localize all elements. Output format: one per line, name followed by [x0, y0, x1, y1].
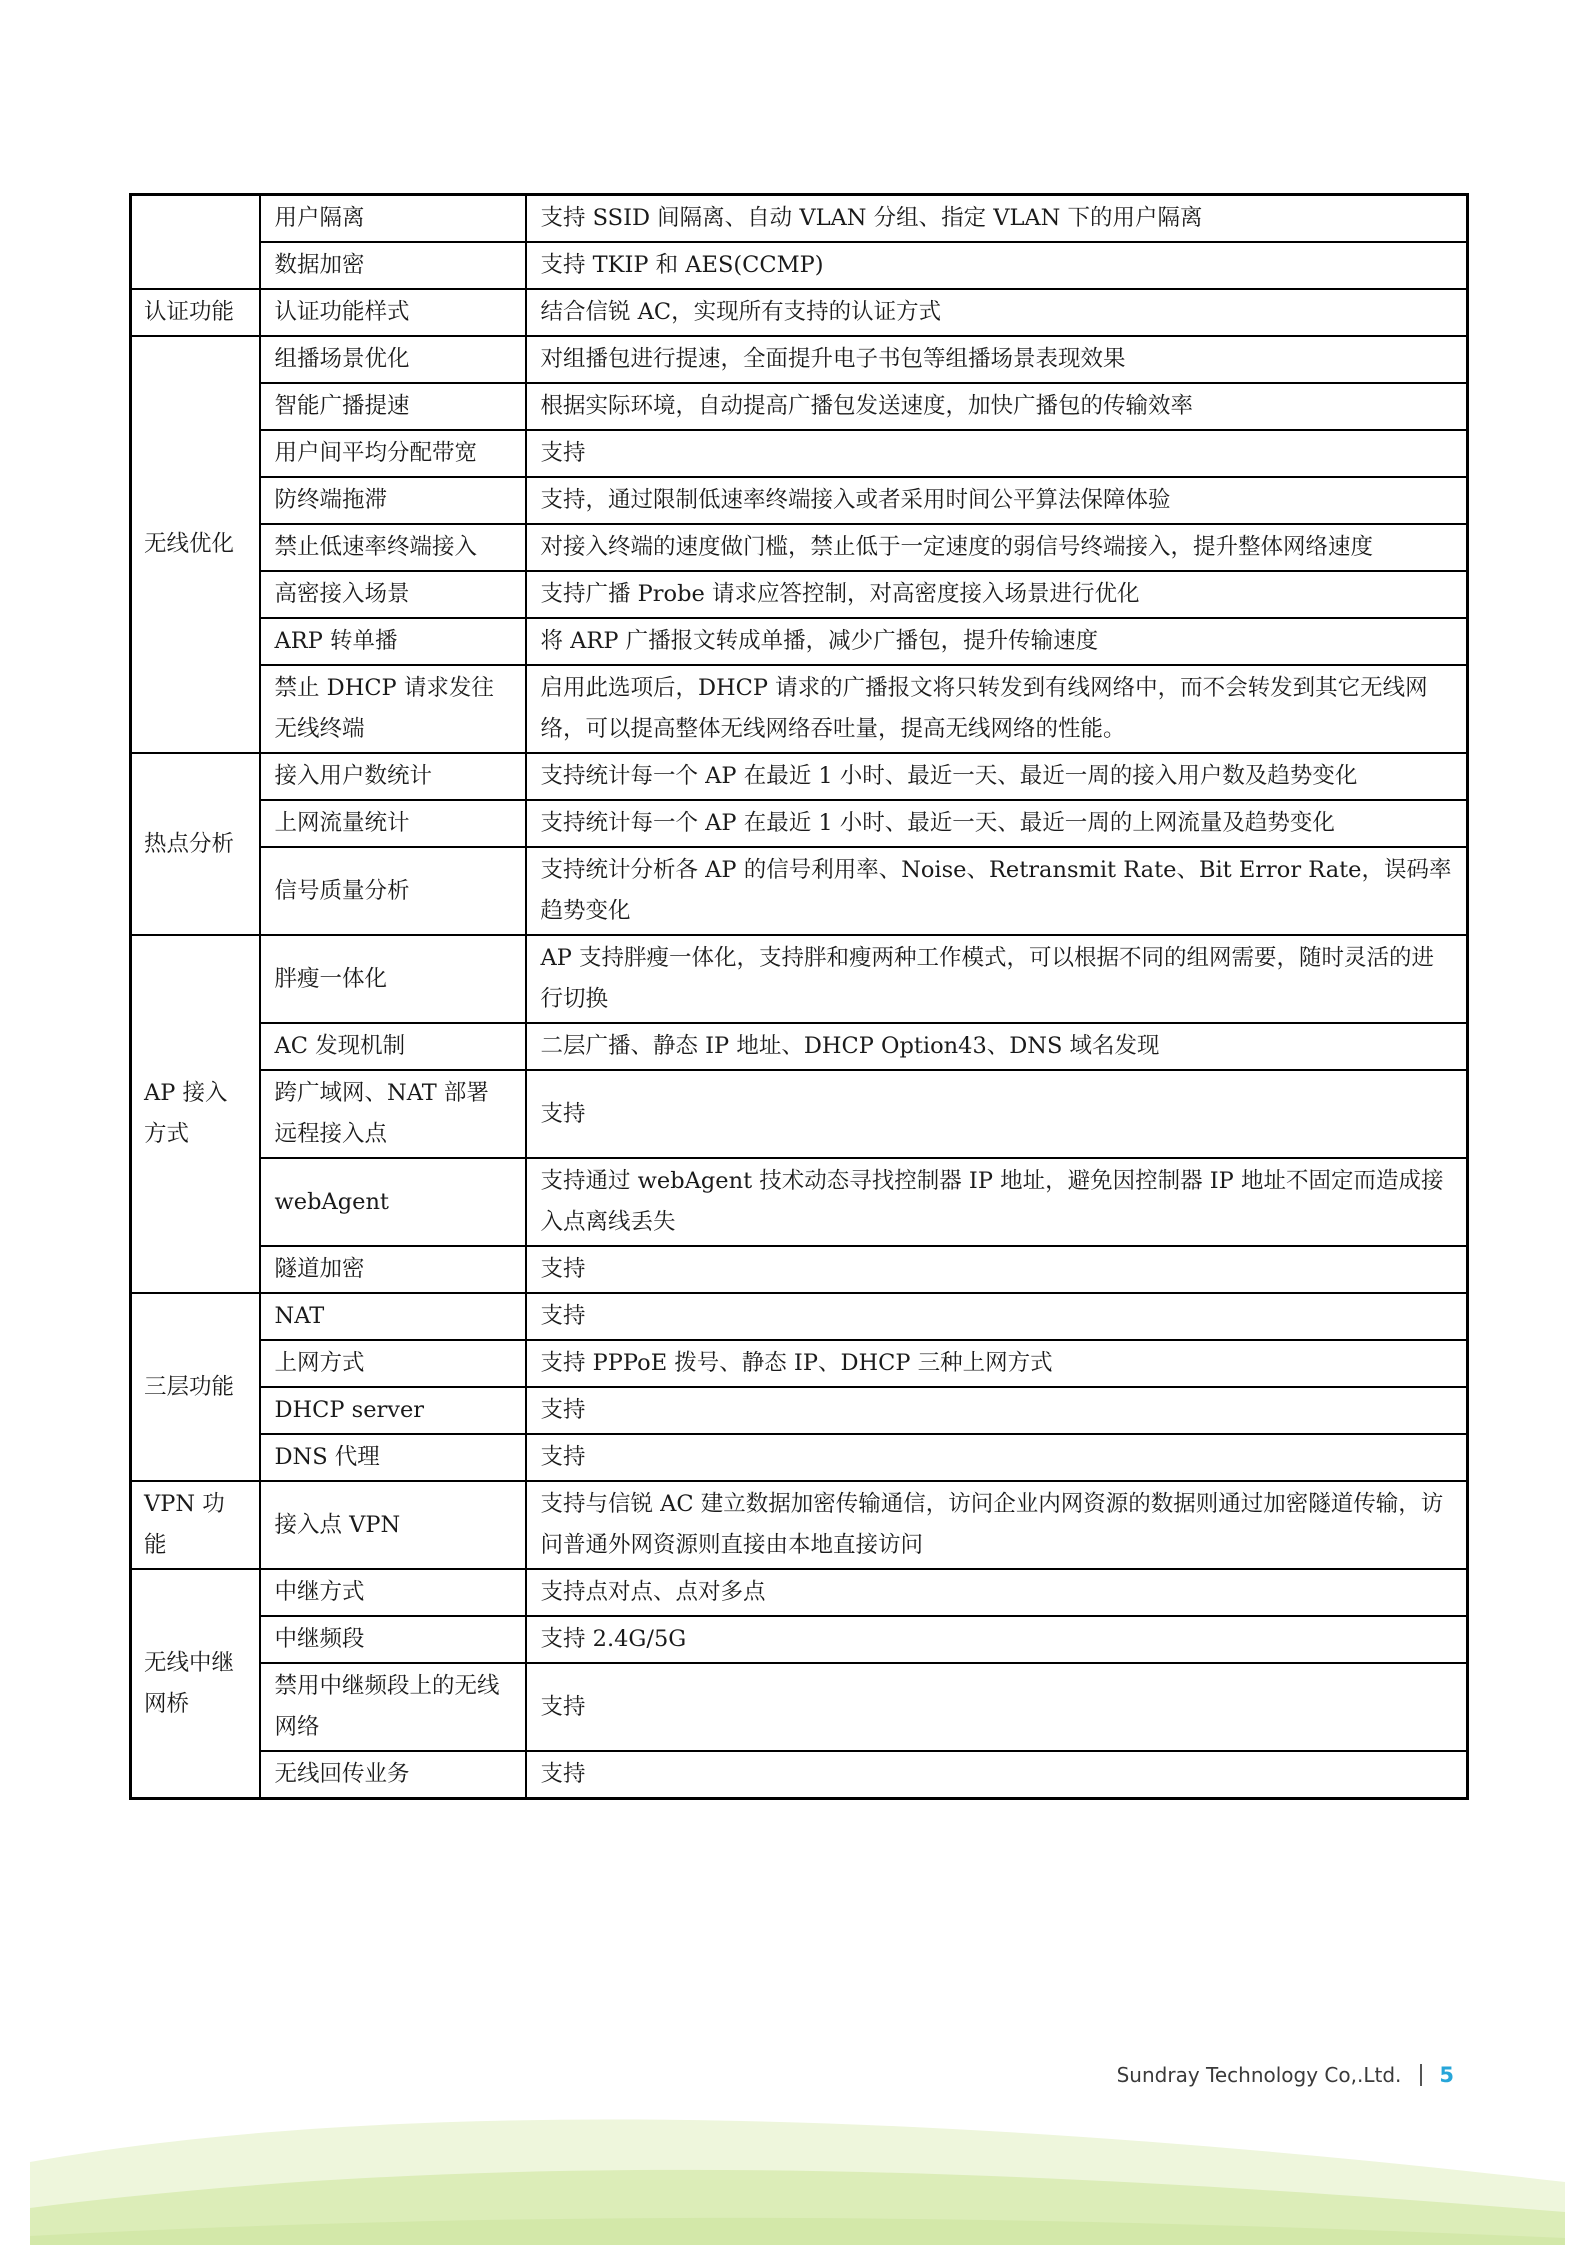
footer-divider	[1420, 2064, 1422, 2086]
description-cell: 支持	[526, 1246, 1468, 1293]
description-cell: 支持 2.4G/5G	[526, 1616, 1468, 1663]
feature-cell: DHCP server	[260, 1387, 526, 1434]
description-cell: 支持统计分析各 AP 的信号利用率、Noise、Retransmit Rate、Bit Error Rate，误码率趋势变化	[526, 847, 1468, 935]
table-row	[131, 618, 1468, 665]
company-name: Sundray Technology Co,.Ltd.	[1116, 2063, 1402, 2087]
description-cell: 对接入终端的速度做门槛，禁止低于一定速度的弱信号终端接入，提升整体网络速度	[526, 524, 1468, 571]
description-cell: 支持统计每一个 AP 在最近 1 小时、最近一天、最近一周的上网流量及趋势变化	[526, 800, 1468, 847]
category-cell: 无线中继网桥	[131, 1569, 260, 1799]
description-cell: 支持	[526, 1434, 1468, 1481]
table-row	[131, 1481, 1468, 1569]
category-cell: 无线优化	[131, 336, 260, 753]
feature-cell: 信号质量分析	[260, 847, 526, 935]
feature-cell: NAT	[260, 1293, 526, 1340]
feature-cell: 胖瘦一体化	[260, 935, 526, 1023]
category-cell: 认证功能	[131, 289, 260, 336]
description-cell: 支持	[526, 1663, 1468, 1751]
table-row	[131, 1158, 1468, 1246]
description-cell: 将 ARP 广播报文转成单播，减少广播包，提升传输速度	[526, 618, 1468, 665]
description-cell: 支持 SSID 间隔离、自动 VLAN 分组、指定 VLAN 下的用户隔离	[526, 195, 1468, 243]
feature-cell: 防终端拖滞	[260, 477, 526, 524]
page-footer	[1117, 2055, 1454, 2095]
table-row	[131, 336, 1468, 383]
feature-cell: 隧道加密	[260, 1246, 526, 1293]
table-row	[131, 1023, 1468, 1070]
table-row	[131, 1663, 1468, 1751]
table-row	[131, 571, 1468, 618]
feature-cell: 上网方式	[260, 1340, 526, 1387]
description-cell: 支持 PPPoE 拨号、静态 IP、DHCP 三种上网方式	[526, 1340, 1468, 1387]
description-cell: 支持，通过限制低速率终端接入或者采用时间公平算法保障体验	[526, 477, 1468, 524]
table-row	[131, 242, 1468, 289]
feature-cell: 高密接入场景	[260, 571, 526, 618]
table-row	[131, 935, 1468, 1023]
feature-cell: webAgent	[260, 1158, 526, 1246]
feature-cell: 数据加密	[260, 242, 526, 289]
table-row	[131, 524, 1468, 571]
table-row	[131, 1246, 1468, 1293]
table-row	[131, 477, 1468, 524]
feature-cell: 禁用中继频段上的无线网络	[260, 1663, 526, 1751]
description-cell: 支持统计每一个 AP 在最近 1 小时、最近一天、最近一周的接入用户数及趋势变化	[526, 753, 1468, 800]
table-row	[131, 1751, 1468, 1799]
table-row	[131, 1293, 1468, 1340]
description-cell: 启用此选项后，DHCP 请求的广播报文将只转发到有线网络中，而不会转发到其它无线网络，可以提高整体无线网络吞吐量，提高无线网络的性能。	[526, 665, 1468, 753]
description-cell: 支持	[526, 430, 1468, 477]
decorative-wave	[0, 2100, 1586, 2245]
table-row	[131, 1616, 1468, 1663]
feature-cell: 接入用户数统计	[260, 753, 526, 800]
page-number: 5	[1439, 2063, 1454, 2087]
feature-cell: 禁止低速率终端接入	[260, 524, 526, 571]
feature-cell: 用户间平均分配带宽	[260, 430, 526, 477]
description-cell: 支持点对点、点对多点	[526, 1569, 1468, 1616]
spec-table	[129, 193, 1469, 1800]
description-cell: 支持与信锐 AC 建立数据加密传输通信，访问企业内网资源的数据则通过加密隧道传输，访问普通外网资源则直接由本地直接访问	[526, 1481, 1468, 1569]
table-row	[131, 1434, 1468, 1481]
description-cell: 根据实际环境，自动提高广播包发送速度，加快广播包的传输效率	[526, 383, 1468, 430]
description-cell: 支持通过 webAgent 技术动态寻找控制器 IP 地址，避免因控制器 IP 地址不固定而造成接入点离线丢失	[526, 1158, 1468, 1246]
feature-cell: 跨广域网、NAT 部署远程接入点	[260, 1070, 526, 1158]
description-cell: 支持	[526, 1387, 1468, 1434]
category-cell: AP 接入方式	[131, 935, 260, 1293]
description-cell: 对组播包进行提速，全面提升电子书包等组播场景表现效果	[526, 336, 1468, 383]
table-row	[131, 383, 1468, 430]
table-row	[131, 1070, 1468, 1158]
table-row	[131, 1569, 1468, 1616]
table-row	[131, 289, 1468, 336]
feature-cell: 上网流量统计	[260, 800, 526, 847]
table-row	[131, 847, 1468, 935]
description-cell: AP 支持胖瘦一体化，支持胖和瘦两种工作模式，可以根据不同的组网需要，随时灵活的进行切换	[526, 935, 1468, 1023]
table-row	[131, 1387, 1468, 1434]
table-row	[131, 800, 1468, 847]
category-cell: 热点分析	[131, 753, 260, 935]
description-cell: 支持	[526, 1751, 1468, 1799]
feature-cell: 禁止 DHCP 请求发往无线终端	[260, 665, 526, 753]
category-cell: 三层功能	[131, 1293, 260, 1481]
feature-cell: DNS 代理	[260, 1434, 526, 1481]
feature-cell: 接入点 VPN	[260, 1481, 526, 1569]
table-row	[131, 753, 1468, 800]
description-cell: 支持 TKIP 和 AES(CCMP)	[526, 242, 1468, 289]
feature-cell: 组播场景优化	[260, 336, 526, 383]
feature-cell: 用户隔离	[260, 195, 526, 243]
category-cell: VPN 功能	[131, 1481, 260, 1569]
description-cell: 支持	[526, 1070, 1468, 1158]
feature-cell: 无线回传业务	[260, 1751, 526, 1799]
feature-cell: AC 发现机制	[260, 1023, 526, 1070]
description-cell: 二层广播、静态 IP 地址、DHCP Option43、DNS 域名发现	[526, 1023, 1468, 1070]
feature-cell: 智能广播提速	[260, 383, 526, 430]
description-cell: 支持	[526, 1293, 1468, 1340]
table-row	[131, 430, 1468, 477]
feature-cell: 中继频段	[260, 1616, 526, 1663]
table-row	[131, 195, 1468, 243]
table-row	[131, 1340, 1468, 1387]
category-cell	[131, 195, 260, 290]
description-cell: 结合信锐 AC，实现所有支持的认证方式	[526, 289, 1468, 336]
feature-cell: 中继方式	[260, 1569, 526, 1616]
feature-cell: ARP 转单播	[260, 618, 526, 665]
table-row	[131, 665, 1468, 753]
feature-cell: 认证功能样式	[260, 289, 526, 336]
description-cell: 支持广播 Probe 请求应答控制，对高密度接入场景进行优化	[526, 571, 1468, 618]
